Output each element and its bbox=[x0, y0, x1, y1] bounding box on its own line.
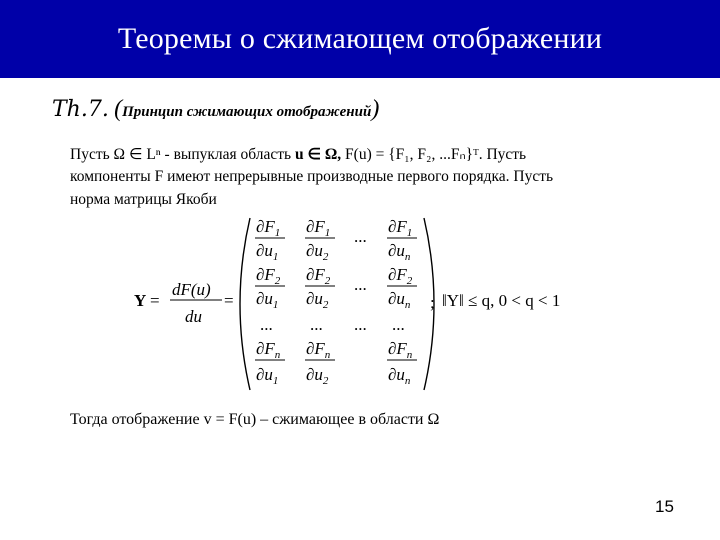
svg-text:∂u2: $\partial u_2$ bbox=[306, 289, 329, 311]
svg-text:∂u1: $\partial u_1$ bbox=[256, 241, 279, 263]
matrix-row-4 bbox=[255, 339, 417, 387]
svg-text:∂un: $\partial u_n$ bbox=[388, 365, 411, 387]
svg-text:∂F1: $\partial F_1$ bbox=[256, 217, 281, 239]
conclusion-text: Тогда отображение v = F(u) – сжимающее в области Ω bbox=[70, 411, 440, 428]
matrix-row-1 bbox=[255, 217, 417, 263]
text-let-2: . Пусть bbox=[478, 146, 527, 163]
theorem-open-paren: ( bbox=[114, 96, 123, 122]
slide-title: Теоремы о сжимающем отображении bbox=[117, 22, 603, 55]
svg-text:∂u1: $\partial u_1$ bbox=[256, 365, 279, 387]
svg-text:∂un: $\partial u_n$ bbox=[388, 241, 411, 263]
svg-text:∂F2: $\partial F_2$ bbox=[306, 265, 331, 287]
norm-condition: ‖Y‖ ≤ q, 0 < q < 1 bbox=[442, 291, 561, 310]
svg-text:∂F1: $\partial F_1$ bbox=[388, 217, 413, 239]
dots-r3c4: ... bbox=[392, 315, 405, 334]
matrix-row-3 bbox=[260, 315, 405, 334]
dots-r3c2: ... bbox=[310, 315, 323, 334]
f-definition: F(u) = {F₁, F₂, ...Fₙ}ᵀ bbox=[345, 146, 479, 163]
theorem-label: Th.7. bbox=[52, 97, 109, 122]
theorem-name: Принцип сжимающих отображений bbox=[122, 104, 372, 120]
jacobian-formula bbox=[126, 214, 596, 394]
dots-r3c1: ... bbox=[260, 315, 273, 334]
svg-text:∂F2: $\partial F_2$ bbox=[256, 265, 281, 287]
svg-text:∂F2: $\partial F_2$ bbox=[388, 265, 413, 287]
text-convex-region: - выпуклая область bbox=[164, 146, 292, 163]
body-line-3: норма матрицы Якоби bbox=[70, 191, 217, 208]
theorem-close-paren: ) bbox=[371, 96, 380, 122]
page-number: 15 bbox=[655, 497, 674, 516]
svg-text:∂u2: $\partial u_2$ bbox=[306, 241, 329, 263]
svg-text:∂F1: $\partial F_1$ bbox=[306, 217, 331, 239]
semicolon: ; bbox=[430, 293, 435, 312]
equals-2: = bbox=[224, 291, 234, 310]
equals-1: = bbox=[150, 291, 160, 310]
dots-r2: ... bbox=[354, 275, 367, 294]
svg-text:∂u2: $\partial u_2$ bbox=[306, 365, 329, 387]
text-let: Пусть bbox=[70, 146, 110, 163]
dots-r1: ... bbox=[354, 227, 367, 246]
dots-r3c3: ... bbox=[354, 315, 367, 334]
df-numerator: dF(u) bbox=[172, 280, 211, 299]
y-symbol: Y bbox=[134, 291, 147, 310]
svg-text:∂Fn: $\partial F_n$ bbox=[256, 339, 281, 361]
theorem-heading bbox=[52, 96, 379, 123]
body-line-1 bbox=[70, 145, 526, 164]
u-in-omega: u ∈ Ω, bbox=[294, 146, 342, 163]
title-bar bbox=[0, 0, 720, 78]
du-denominator: du bbox=[185, 307, 202, 326]
svg-text:∂un: $\partial u_n$ bbox=[388, 289, 411, 311]
omega-in-ln: Ω ∈ Lⁿ bbox=[113, 146, 161, 163]
body-line-2: компоненты F имеют непрерывные производные первого порядка. Пусть bbox=[70, 168, 554, 185]
svg-text:∂Fn: $\partial F_n$ bbox=[388, 339, 413, 361]
svg-text:∂Fn: $\partial F_n$ bbox=[306, 339, 331, 361]
svg-text:∂u1: $\partial u_1$ bbox=[256, 289, 279, 311]
matrix-row-2 bbox=[255, 265, 417, 311]
